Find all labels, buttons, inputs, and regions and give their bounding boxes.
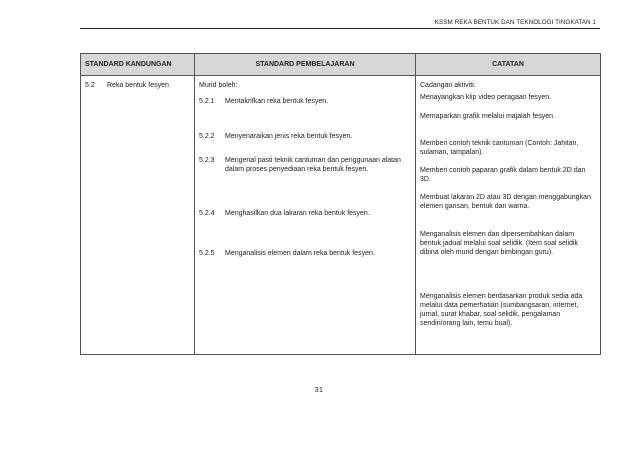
pembelajaran-intro: Murid boleh: xyxy=(199,82,238,89)
kandungan-cell xyxy=(81,76,195,355)
pembelajaran-item xyxy=(199,249,411,258)
pembelajaran-item-code: 5.2.5 xyxy=(199,250,215,257)
activity-item: Memberi contoh paparan grafik dalam bentuk 2D dan 3D. xyxy=(420,167,586,183)
activity-item: Menganalisis elemen berdasarkan produk sedia ada melalui data pemerhatian (sumbangsaran, internet, jurnal, surat khabar, soal selidik, pengalaman sendiri/orang lain, temu bual). xyxy=(420,293,583,327)
column-header-standard-kandungan: STANDARD KANDUNGAN xyxy=(81,54,195,76)
table-header-row xyxy=(81,54,601,76)
pembelajaran-item xyxy=(199,97,411,106)
pembelajaran-cell xyxy=(195,76,416,355)
pembelajaran-item xyxy=(199,132,411,141)
activity-item: Memaparkan grafik melalui majalah fesyen. xyxy=(420,113,556,120)
pembelajaran-item-code: 5.2.2 xyxy=(199,133,215,140)
page-number: 31 xyxy=(314,387,324,394)
header-divider xyxy=(80,28,600,29)
activity-item: Memberi contoh teknik cantuman (Contoh: Jahitan, sulaman, tampalan). xyxy=(420,140,579,156)
pembelajaran-item-text: Mengenal pasti teknik cantuman dan penggunaan alatan dalam proses penyediaan reka bentuk fesyen. xyxy=(225,157,401,173)
pembelajaran-item-code: 5.2.1 xyxy=(199,98,215,105)
document-header-title: KSSM REKA BENTUK DAN TEKNOLOGI TINGKATAN 1 xyxy=(434,19,596,26)
pembelajaran-item xyxy=(199,156,411,174)
table-row xyxy=(81,76,601,355)
column-header-catatan: CATATAN xyxy=(416,54,601,76)
kandungan-title: Reka bentuk fesyen xyxy=(107,82,169,89)
kandungan-code: 5.2 xyxy=(85,82,95,89)
pembelajaran-item-code: 5.2.4 xyxy=(199,210,215,217)
activity-item: Membuat lakaran 2D atau 3D dengan menggabungkan elemen garisan, bentuk dan warna. xyxy=(420,194,591,210)
catatan-cell xyxy=(416,76,601,355)
activity-item: Menayangkan klip video peragaan fesyen. xyxy=(420,94,552,101)
pembelajaran-item-text: Menyenaraikan jenis reka bentuk fesyen. xyxy=(225,133,353,140)
catatan-intro: Cadangan aktiviti: xyxy=(420,82,476,89)
column-header-standard-pembelajaran: STANDARD PEMBELAJARAN xyxy=(195,54,416,76)
pembelajaran-item xyxy=(199,209,411,218)
pembelajaran-item-code: 5.2.3 xyxy=(199,157,215,164)
pembelajaran-item-text: Menganalisis elemen dalam reka bentuk fesyen. xyxy=(225,250,375,257)
activity-item: Menganalisis elemen dan dipersembahkan dalam bentuk jadual melalui soal selidik. (Item soal selidik dibina oleh murid dengan bimbingan guru). xyxy=(420,231,578,256)
pembelajaran-item-text: Mentakrifkan reka bentuk fesyen. xyxy=(225,98,329,105)
pembelajaran-item-text: Menghasilkan dua lakaran reka bentuk fesyen. xyxy=(225,210,370,217)
curriculum-table xyxy=(80,53,601,355)
